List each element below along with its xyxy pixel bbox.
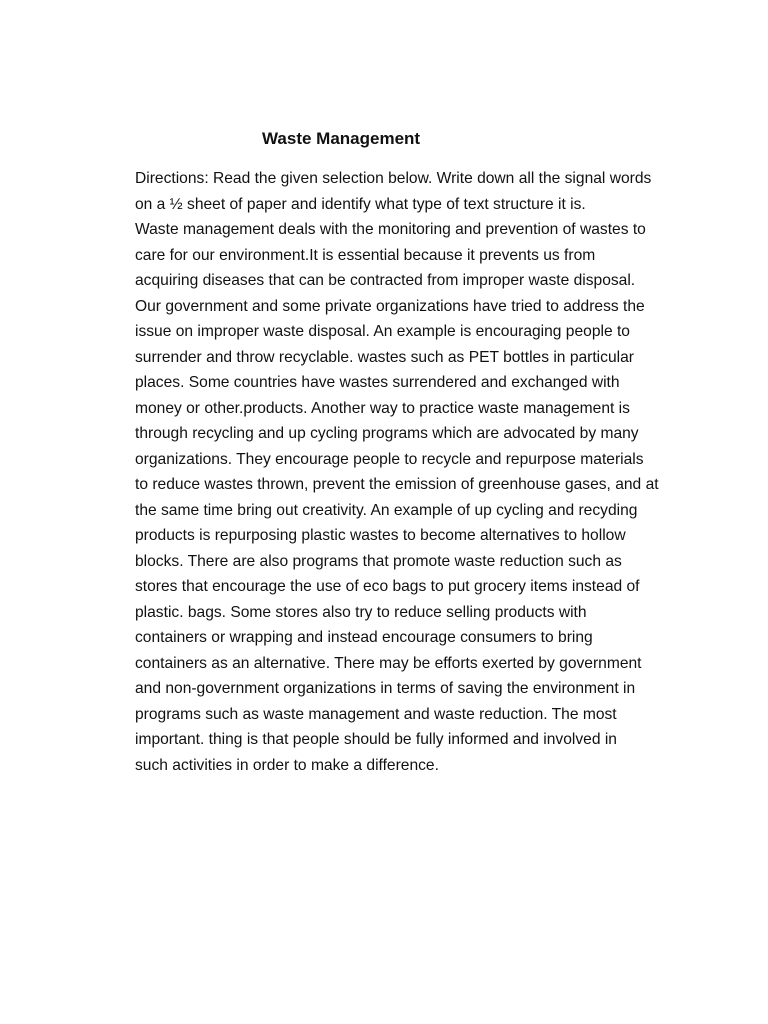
- body-line: programs such as waste management and waste reduction. The most: [135, 705, 617, 723]
- body-line: to reduce wastes thrown, prevent the emission of greenhouse gases, and at: [135, 476, 659, 493]
- body-line: money or other.products. Another way to practice waste management is: [135, 399, 630, 417]
- document-body: [135, 166, 695, 778]
- body-line-directions-1: Directions: Read the given selection below. Write down all the signal words: [135, 170, 652, 187]
- body-line-directions-2: on a ½ sheet of paper and identify what type of text structure it is.: [135, 195, 586, 213]
- body-line: containers as an alternative. There may be efforts exerted by government: [135, 654, 642, 672]
- body-line: the same time bring out creativity. An example of up cycling and recyding: [135, 501, 638, 519]
- body-line: organizations. They encourage people to recycle and repurpose materials: [135, 450, 644, 468]
- body-line: through recycling and up cycling programs which are advocated by many: [135, 425, 639, 442]
- body-line: plastic. bags. Some stores also try to reduce selling products with: [135, 603, 587, 621]
- body-line: issue on improper waste disposal. An example is encouraging people to: [135, 323, 630, 340]
- body-line: Our government and some private organizations have tried to address the: [135, 297, 645, 315]
- body-line: important. thing is that people should be fully informed and involved in: [135, 731, 617, 748]
- body-line: acquiring diseases that can be contracted from improper waste disposal.: [135, 272, 636, 289]
- body-line: blocks. There are also programs that promote waste reduction such as: [135, 552, 622, 570]
- body-line: and non-government organizations in terms of saving the environment in: [135, 680, 636, 697]
- body-line: products is repurposing plastic wastes to become alternatives to hollow: [135, 527, 626, 544]
- body-line: surrender and throw recyclable. wastes such as PET bottles in particular: [135, 348, 634, 366]
- body-line: places. Some countries have wastes surrendered and exchanged with: [135, 374, 620, 391]
- body-line: Waste management deals with the monitoring and prevention of wastes to: [135, 221, 646, 238]
- body-line: stores that encourage the use of eco bags to put grocery items instead of: [135, 578, 640, 595]
- body-line: care for our environment.It is essential because it prevents us from: [135, 246, 596, 264]
- body-line: containers or wrapping and instead encourage consumers to bring: [135, 629, 593, 646]
- body-line: such activities in order to make a difference.: [135, 756, 439, 774]
- document-title: Waste Management: [262, 129, 421, 148]
